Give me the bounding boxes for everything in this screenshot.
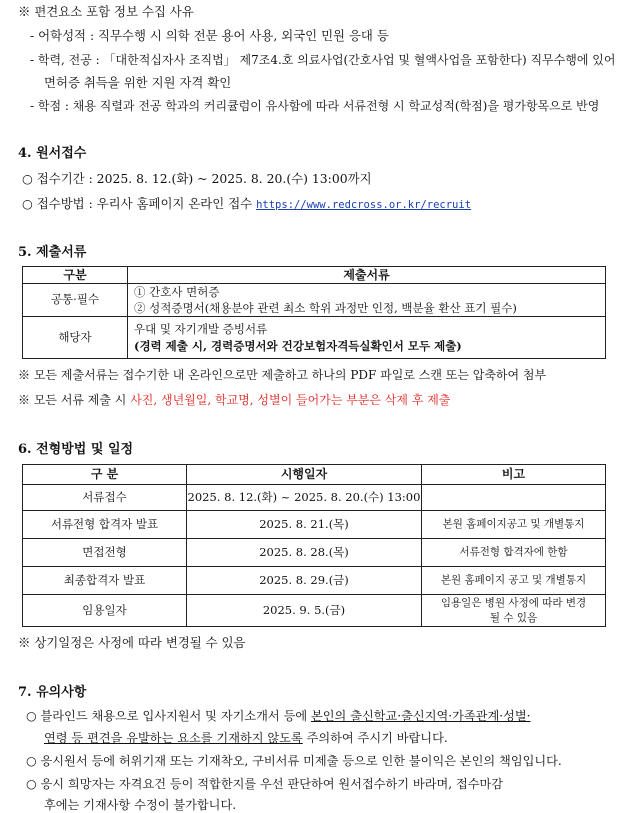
doc-item: ② 성적증명서(채용분야 관련 최소 학위 과정만 인정, 백분율 환산 표기 필수) — [134, 301, 517, 316]
schedule-date: 2025. 8. 29.(금) — [187, 567, 422, 595]
notice-false-info: ○ 응시원서 등에 허위기재 또는 기재착오, 구비서류 미제출 등으로 인한 불이익은 본인의 책임입니다. — [26, 754, 562, 768]
doc-item: 우대 및 자기개발 증빙서류 — [134, 321, 268, 336]
intro-item-education-cont: 면허증 취득을 위한 지원 자격 확인 — [44, 75, 232, 90]
schedule-stage: 임용일자 — [23, 595, 187, 627]
recruit-link[interactable]: https://www.redcross.or.kr/recruit — [256, 199, 472, 211]
schedule-table — [22, 464, 606, 627]
doc-item: ① 간호사 면허증 — [134, 285, 220, 300]
table-row — [23, 595, 606, 627]
documents-warning-highlight: 사진, 생년월일, 학교명, 성별이 들어가는 부분은 삭제 후 제출 — [130, 393, 451, 407]
notice-blind-hiring — [26, 708, 531, 724]
schedule-date: 2025. 8. 28.(목) — [187, 539, 422, 567]
schedule-note: 본원 홈페이지공고 및 개별통지 — [422, 511, 606, 539]
section-title: 4. 원서접수 — [18, 146, 87, 161]
table-header: 구 분 — [23, 465, 187, 485]
schedule-note: 본원 홈페이지 공고 및 개별통지 — [422, 567, 606, 595]
schedule-stage: 최종합격자 발표 — [23, 567, 187, 595]
notice-text: 주의하여 주시기 바랍니다. — [302, 731, 448, 745]
documents-table — [22, 266, 606, 359]
doc-category: 공통·필수 — [23, 284, 128, 317]
schedule-note: 서류전형 합격자에 한함 — [422, 539, 606, 567]
table-header: 구분 — [23, 267, 128, 284]
schedule-stage: 서류전형 합격자 발표 — [23, 511, 187, 539]
notice-blind-hiring-cont — [44, 730, 448, 746]
doc-item: (경력 제출 시, 경력증명서와 건강보험자격득실확인서 모두 제출) — [134, 338, 462, 353]
doc-category: 해당자 — [23, 317, 128, 359]
schedule-date: 2025. 8. 12.(화) ~ 2025. 8. 20.(수) 13:00 — [187, 485, 422, 511]
notice-underlined: 연령 등 편견을 유발하는 요소를 기재하지 않도록 — [44, 731, 303, 745]
intro-item-gpa: - 학점 : 채용 직렬과 전공 학과의 커리큘럼이 유사함에 따라 서류전형 시 학교성적(학점)을 평가항목으로 반영 — [30, 99, 600, 113]
table-row — [23, 317, 606, 359]
schedule-date: 2025. 8. 21.(목) — [187, 511, 422, 539]
section-title: 7. 유의사항 — [18, 685, 87, 700]
documents-note: ※ 모든 제출서류는 접수기한 내 온라인으로만 제출하고 하나의 PDF 파일로 스캔 또는 압축하여 첨부 — [18, 368, 547, 382]
schedule-note: 임용일은 병원 사정에 따라 변경될 수 있음 — [422, 595, 606, 627]
table-row — [23, 567, 606, 595]
intro-item-education: - 학력, 전공 : 「대한적십자사 조직법」 제7조4.호 의료사업(간호사업 및 혈액사업을 포함한다) 직무수행에 있어 — [30, 53, 616, 67]
notice-eligibility: ○ 응시 희망자는 자격요건 등이 적합한지를 우선 판단하여 원서접수하기 바라며, 접수마감 — [26, 777, 504, 791]
notice-text: ○ 블라인드 채용으로 입사지원서 및 자기소개서 등에 — [26, 709, 311, 723]
section-title: 5. 제출서류 — [18, 245, 87, 260]
table-row — [23, 539, 606, 567]
documents-warning-prefix: ※ 모든 서류 제출 시 — [18, 393, 131, 407]
notice-underlined: 본인의 출신학교·출신지역·가족관계·성별· — [311, 709, 531, 723]
intro-item-language: - 어학성적 : 직무수행 시 의학 전문 용어 사용, 외국인 민원 응대 등 — [30, 28, 389, 43]
schedule-note — [422, 485, 606, 511]
section-title: 6. 전형방법 및 일정 — [18, 442, 134, 457]
schedule-date: 2025. 9. 5.(금) — [187, 595, 422, 627]
application-method-text: ○ 접수방법 : 우리사 홈페이지 온라인 접수 — [22, 196, 253, 211]
intro-title: ※ 편견요소 포함 정보 수집 사유 — [18, 4, 194, 19]
table-row — [23, 485, 606, 511]
table-header: 제출서류 — [128, 267, 606, 284]
schedule-footnote: ※ 상기일정은 사정에 따라 변경될 수 있음 — [18, 635, 246, 650]
notice-eligibility-cont: 후에는 기재사항 수정이 불가합니다. — [44, 798, 237, 812]
application-period: ○ 접수기간 : 2025. 8. 12.(화) ~ 2025. 8. 20.(수) 13:00까지 — [22, 171, 372, 186]
application-method — [22, 196, 471, 213]
table-header: 시행일자 — [187, 465, 422, 485]
schedule-stage: 면접전형 — [23, 539, 187, 567]
table-row — [23, 511, 606, 539]
documents-warning — [18, 392, 450, 408]
schedule-stage: 서류접수 — [23, 485, 187, 511]
table-row — [23, 284, 606, 317]
table-header: 비고 — [422, 465, 606, 485]
